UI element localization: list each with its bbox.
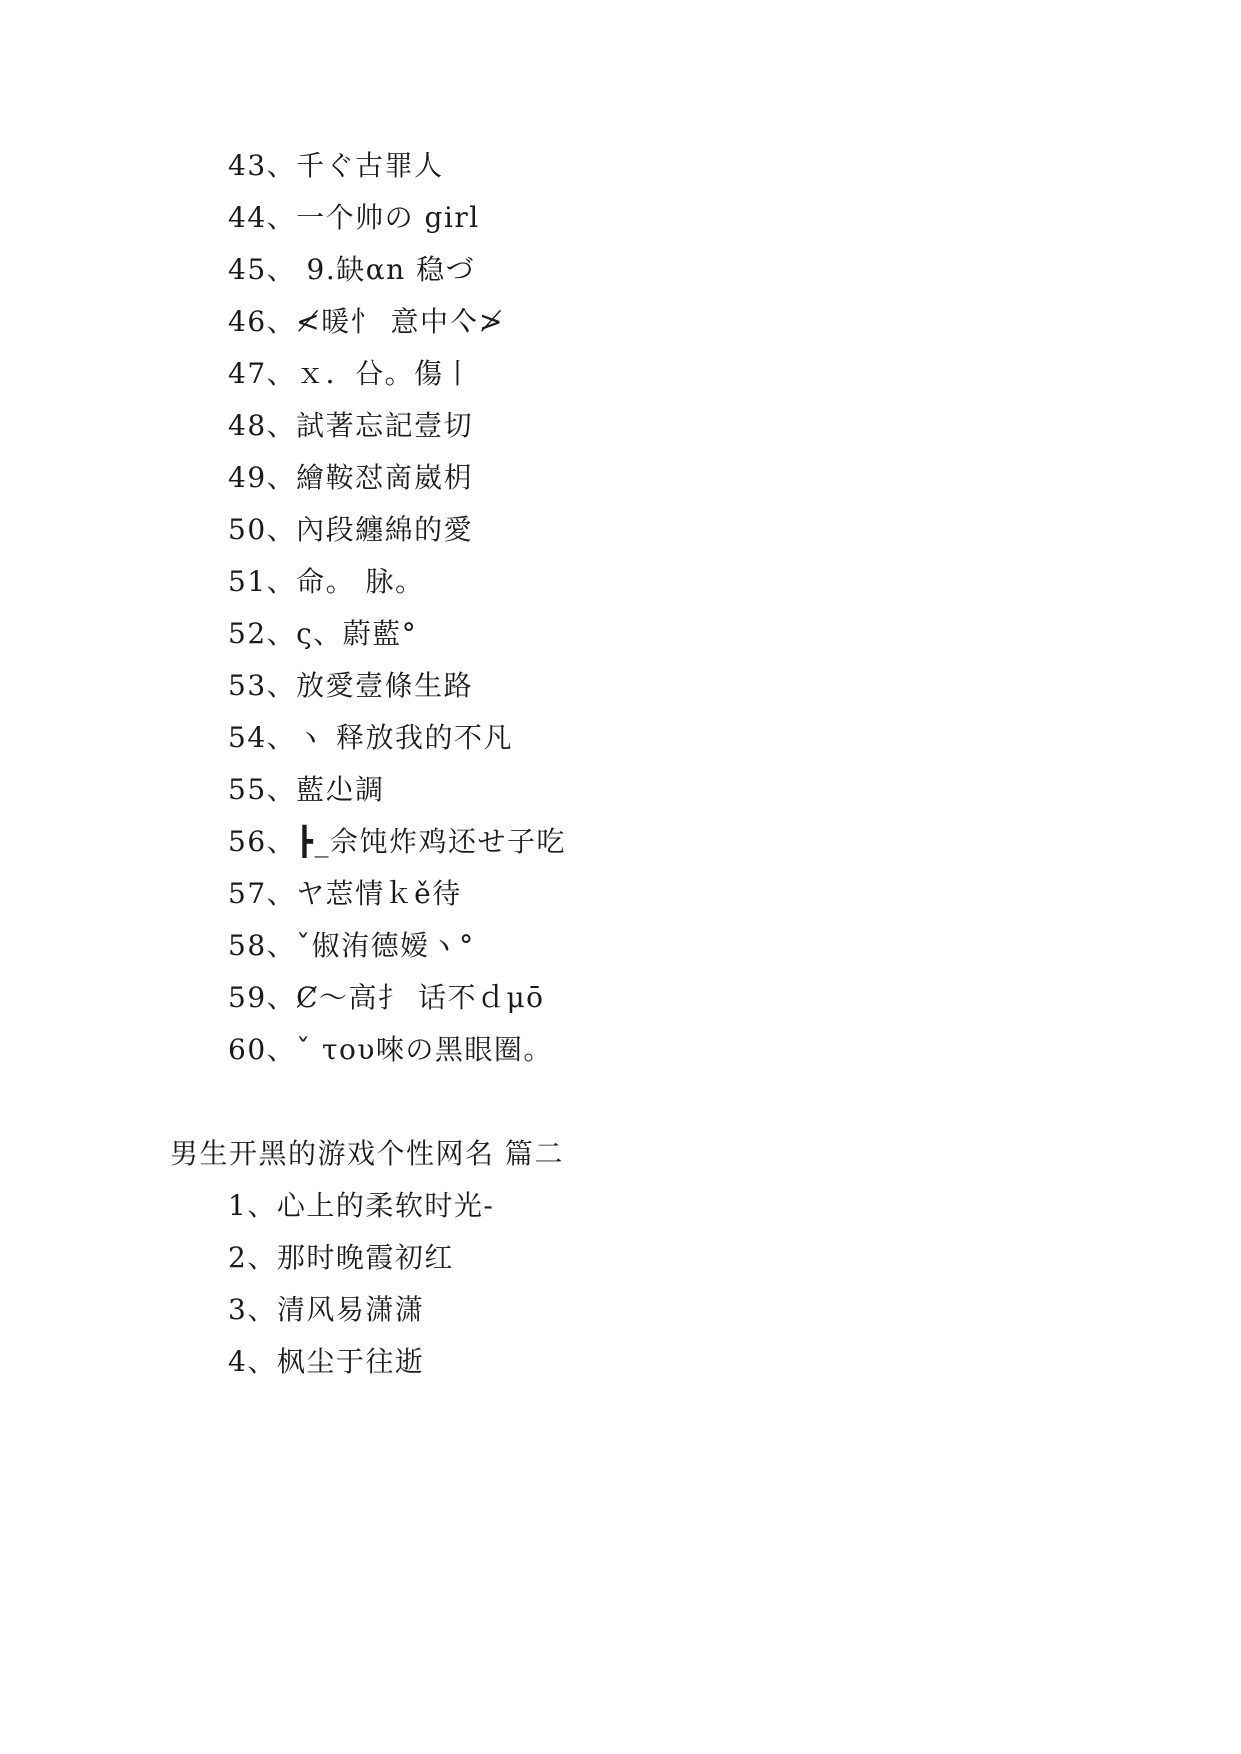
list-item: 45、 9.缺αn 稳づ [228,253,476,286]
document-page [0,140,1241,1388]
list-item: 4、枫尘于往逝 [228,1345,425,1378]
list-item: 53、放愛壹條生路 [228,669,474,702]
list-item: 3、清风易潇潇 [228,1293,425,1326]
list-item: 51、命。 脉。 [228,565,425,598]
list-item: 57、ヤ莣情ｋě待 [228,877,462,910]
list-item: 44、一个帅の girl [228,201,480,234]
list-item: 56、┣_佘饨炸鸡还せ子吃 [228,825,566,858]
list-item: 52、ς、蔚藍° [228,617,418,650]
list-item: 58、ˇ俶洧德嫒ヽ° [228,929,475,962]
list-item: 46、≮暖忄 意中亽≯ [228,305,504,338]
list-item: 43、千ぐ古罪人 [228,149,444,182]
list-item: 54、ヽ 释放我的不凡 [228,721,514,754]
paragraph-spacer [0,1076,1241,1128]
list-item: 48、試著忘記壹切 [228,409,474,442]
list-item: 1、心上的柔软时光- [228,1189,495,1222]
list-item: 50、內段纏綿的愛 [228,513,474,546]
list-item: 59、Ȼ～高扌 话不ｄμō [228,981,545,1014]
list-item: 2、那时晚霞初红 [228,1241,454,1274]
section-heading: 男生开黑的游戏个性网名 篇二 [170,1137,564,1170]
list-item: 60、ˇ του唻の黑眼圈。 [228,1033,553,1066]
list-item: 47、ｘ．㕣。傷丨 [228,357,474,390]
list-item: 55、藍尐調 [228,773,385,806]
list-item: 49、繪鞍怼啇崴枂 [228,461,474,494]
